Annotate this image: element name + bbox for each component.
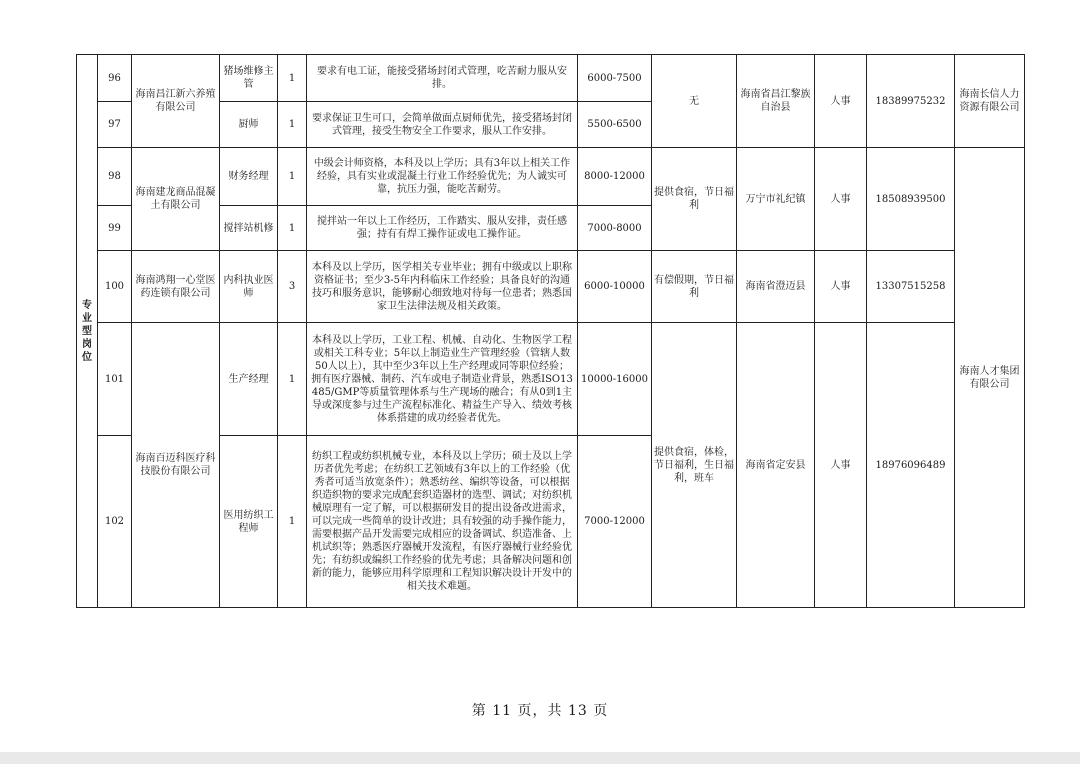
benefits: 提供食宿，节日福利 <box>652 148 737 251</box>
position-title: 猪场维修主管 <box>220 55 278 102</box>
position-title: 财务经理 <box>220 148 278 206</box>
row-number: 100 <box>98 251 132 323</box>
contact-person: 人事 <box>815 55 867 148</box>
contact-person: 人事 <box>815 323 867 608</box>
salary-range: 5500-6500 <box>578 102 652 148</box>
category-cell: 专业型岗位 <box>77 55 98 608</box>
salary-range: 10000-16000 <box>578 323 652 436</box>
job-requirements: 要求保证卫生可口，会简单做面点厨师优先，接受猪场封闭式管理，接受生物安全工作要求，服从工作安排。 <box>307 102 578 148</box>
table-row <box>77 251 1025 323</box>
job-requirements: 纺织工程或纺织机械专业，本科及以上学历；硕士及以上学历者优先考虑；在纺织工艺领域有3年以上的工作经验（优秀者可适当放宽条件）；熟悉纺丝、编织等设备，可以根据织造织物的要求完成配套织造器材的选型、调试；对纺织机械原理有一定了解，可以根据研发目的提出设备改进需求，可以完成一些简单的设计改进；具有较强的动手操作能力，需要根据产品开发需要完成相应的设备调试、织造准备、上机试织等；熟悉医疗器械开发流程，有医疗器械行业经验优先；有纺织或编织工作经验的优先考虑；具备解决问题和创新的能力，能够应用科学原理和工程知识解决设计开发中的相关技术难题。 <box>307 436 578 608</box>
job-requirements: 要求有电工证，能接受猪场封闭式管理，吃苦耐力服从安排。 <box>307 55 578 102</box>
position-title: 生产经理 <box>220 323 278 436</box>
table-row <box>77 55 1025 102</box>
agency-name: 海南长信人力资源有限公司 <box>955 55 1025 148</box>
row-number: 99 <box>98 206 132 251</box>
table-row <box>77 323 1025 436</box>
agency-name: 海南人才集团有限公司 <box>955 148 1025 608</box>
headcount: 1 <box>278 206 307 251</box>
company-name: 海南昌江新六养殖有限公司 <box>132 55 220 148</box>
company-name: 海南建龙商品混凝土有限公司 <box>132 148 220 251</box>
row-number: 101 <box>98 323 132 436</box>
benefits: 有偿假期，节日福利 <box>652 251 737 323</box>
row-number: 97 <box>98 102 132 148</box>
job-requirements: 搅拌站一年以上工作经历，工作踏实、服从安排，责任感强；持有有焊工操作证或电工操作证。 <box>307 206 578 251</box>
benefits: 无 <box>652 55 737 148</box>
row-number: 98 <box>98 148 132 206</box>
work-location: 万宁市礼纪镇 <box>737 148 815 251</box>
headcount: 1 <box>278 55 307 102</box>
company-name: 海南百迈科医疗科技股份有限公司 <box>132 323 220 608</box>
headcount: 3 <box>278 251 307 323</box>
viewer-bottom-bar <box>0 752 1080 764</box>
headcount: 1 <box>278 102 307 148</box>
contact-person: 人事 <box>815 148 867 251</box>
position-title: 医用纺织工程师 <box>220 436 278 608</box>
headcount: 1 <box>278 148 307 206</box>
work-location: 海南省定安县 <box>737 323 815 608</box>
row-number: 102 <box>98 436 132 608</box>
table-row <box>77 148 1025 206</box>
contact-phone: 18976096489 <box>867 323 955 608</box>
work-location: 海南省澄迈县 <box>737 251 815 323</box>
contact-phone: 13307515258 <box>867 251 955 323</box>
headcount: 1 <box>278 323 307 436</box>
job-requirements: 本科及以上学历，医学相关专业毕业；拥有中级或以上职称资格证书；至少3-5年内科临床工作经验；具备良好的沟通技巧和服务意识，能够耐心细致地对待每一位患者；熟悉国家卫生法律法规及相关政策。 <box>307 251 578 323</box>
salary-range: 7000-12000 <box>578 436 652 608</box>
job-requirements: 中级会计师资格，本科及以上学历；具有3年以上相关工作经验，具有实业或混凝土行业工作经验优先；为人诚实可靠，抗压力强，能吃苦耐劳。 <box>307 148 578 206</box>
benefits: 提供食宿，体检，节日福利，生日福利，班车 <box>652 323 737 608</box>
contact-person: 人事 <box>815 251 867 323</box>
row-number: 96 <box>98 55 132 102</box>
salary-range: 6000-7500 <box>578 55 652 102</box>
contact-phone: 18508939500 <box>867 148 955 251</box>
headcount: 1 <box>278 436 307 608</box>
job-requirements: 本科及以上学历，工业工程、机械、自动化、生物医学工程或相关工科专业；5年以上制造业生产管理经验（管辖人数50人以上），其中至少3年以上生产经理或同等职位经验；拥有医疗器械、制药、汽车或电子制造业背景，熟悉ISO13485/GMP等质量管理体系与生产现场的融合；有从0到1主导或深度参与过生产流程标准化、精益生产导入、绩效考核体系搭建的成功经验者优先。 <box>307 323 578 436</box>
salary-range: 6000-10000 <box>578 251 652 323</box>
position-title: 内科执业医师 <box>220 251 278 323</box>
salary-range: 8000-12000 <box>578 148 652 206</box>
position-title: 搅拌站机修 <box>220 206 278 251</box>
work-location: 海南省昌江黎族自治县 <box>737 55 815 148</box>
contact-phone: 18389975232 <box>867 55 955 148</box>
page-number-footer: 第 11 页，共 13 页 <box>471 703 609 719</box>
position-title: 厨师 <box>220 102 278 148</box>
job-listing-table <box>76 54 1025 608</box>
salary-range: 7000-8000 <box>578 206 652 251</box>
company-name: 海南鸿翔一心堂医药连锁有限公司 <box>132 251 220 323</box>
